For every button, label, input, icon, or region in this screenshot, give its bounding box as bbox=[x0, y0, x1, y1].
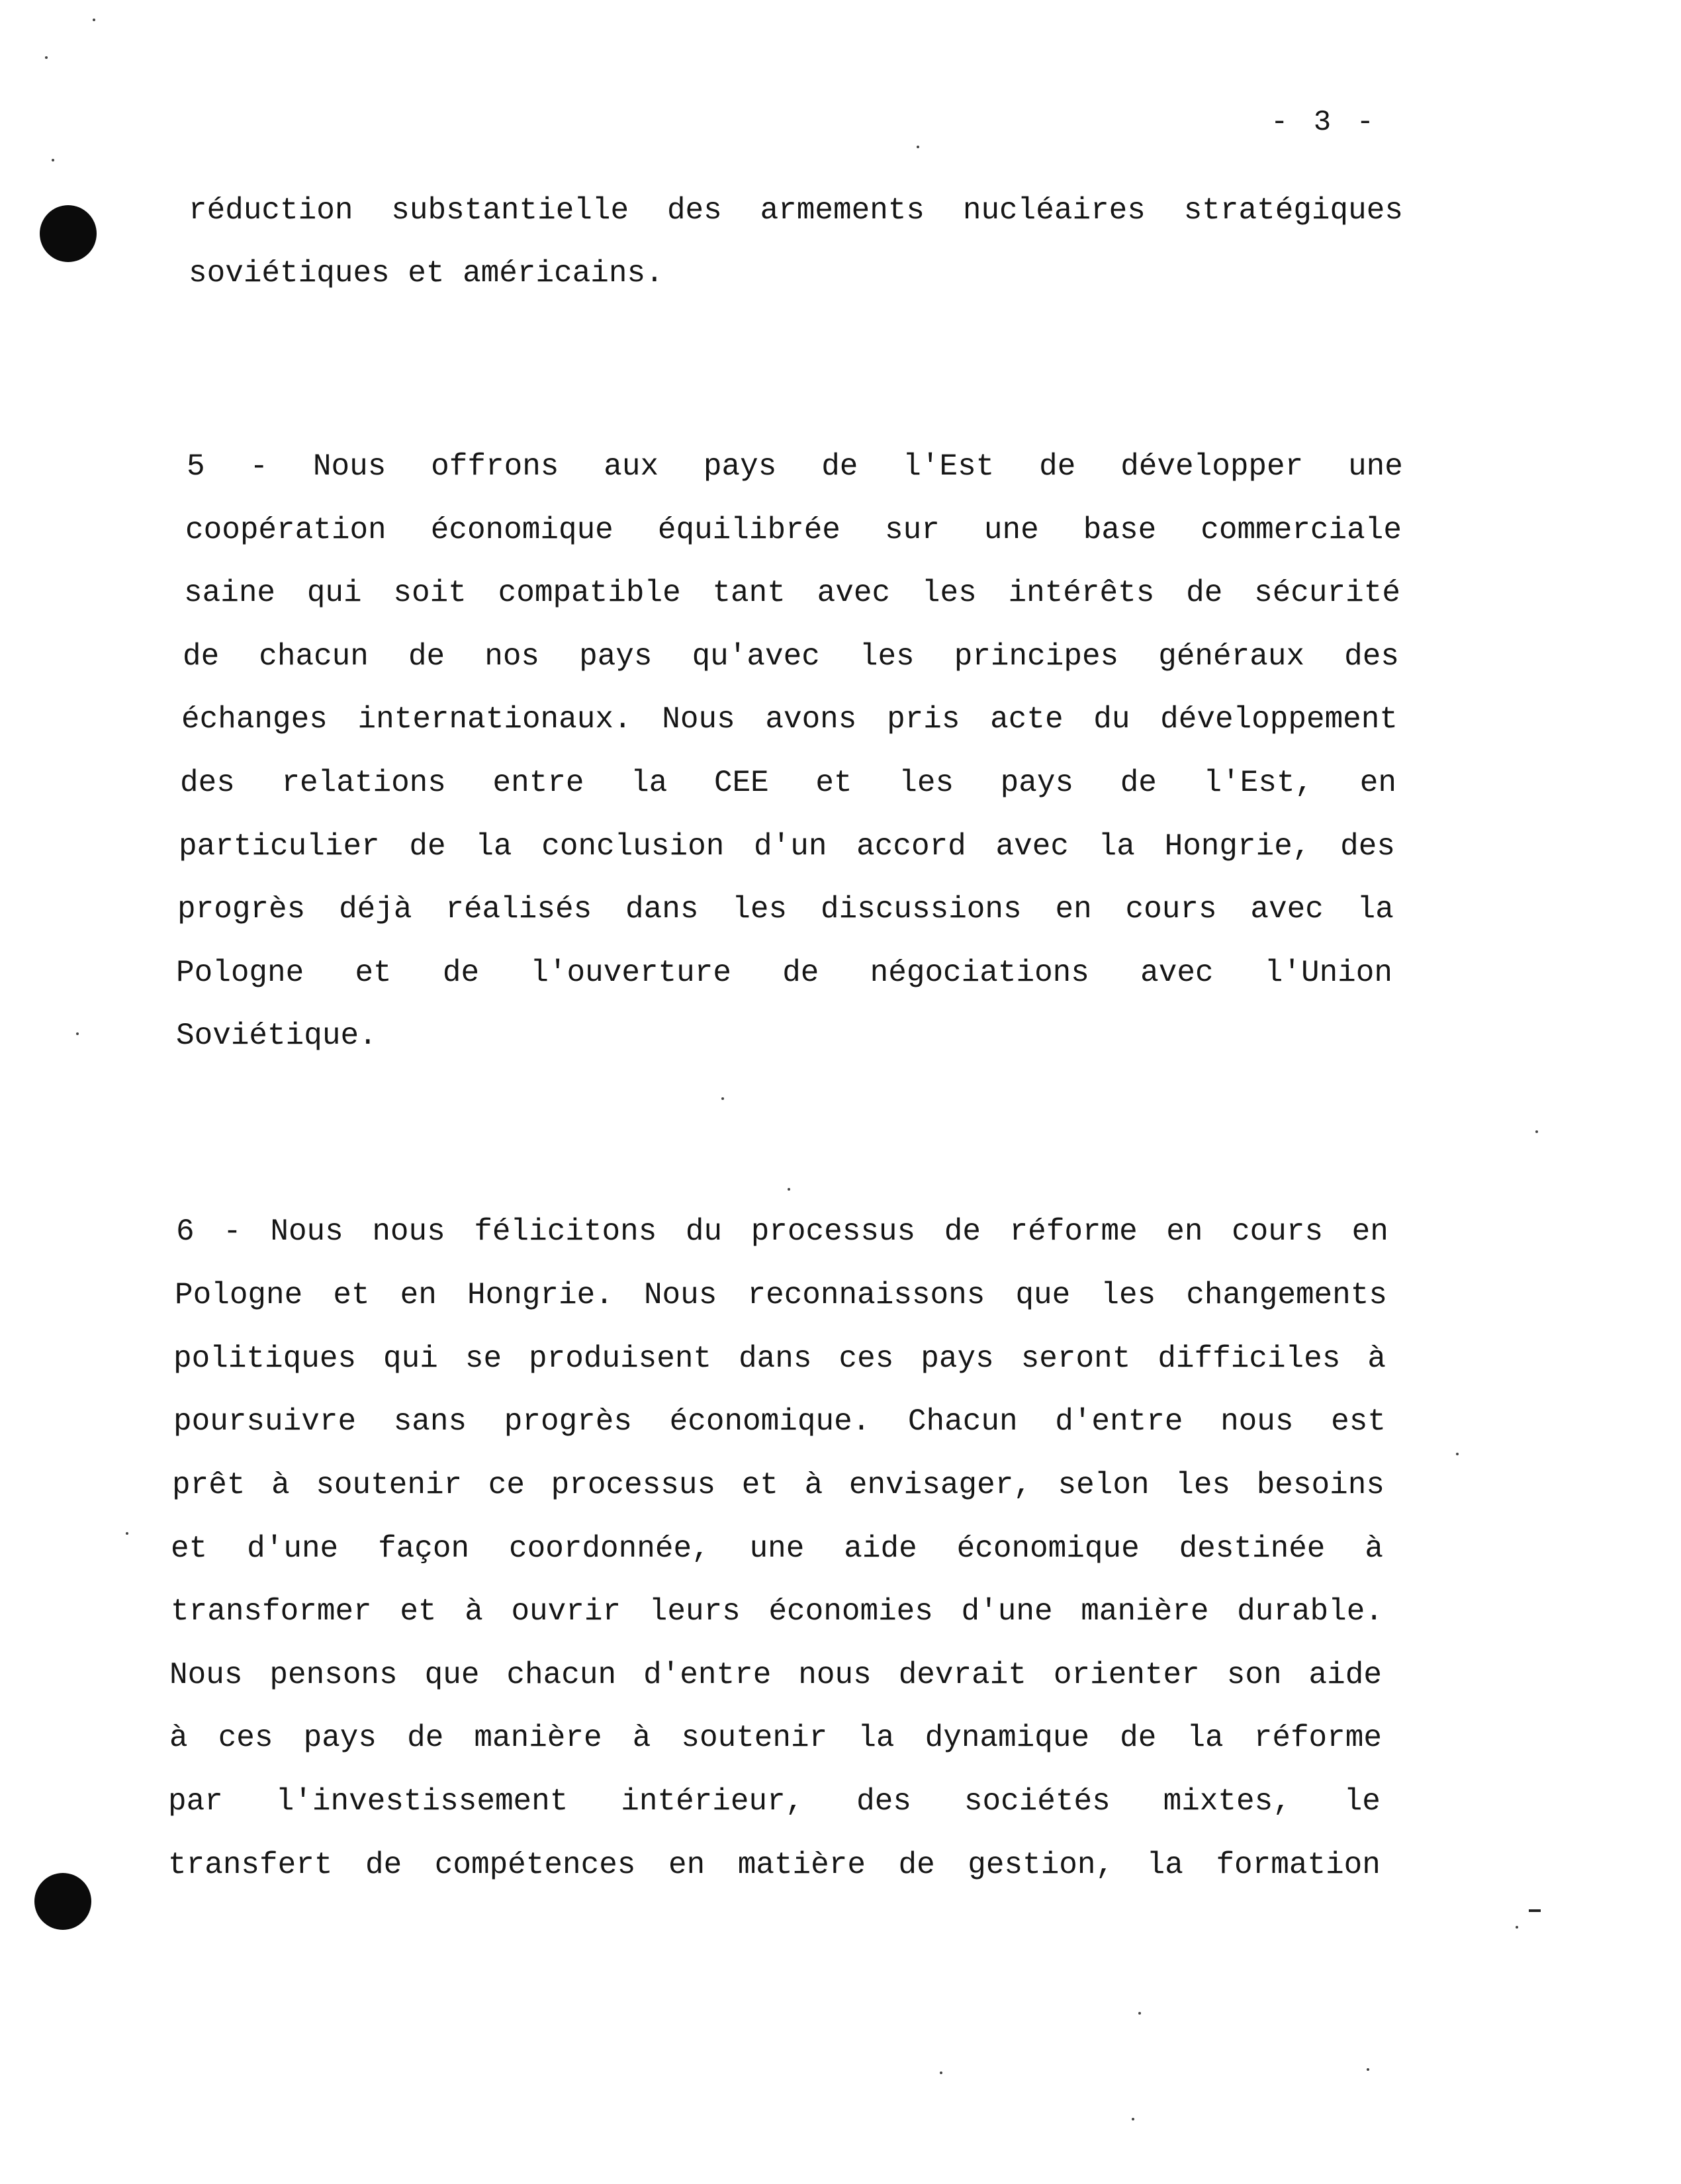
scan-speck bbox=[45, 56, 48, 59]
word: nos bbox=[484, 639, 540, 674]
word: économique bbox=[956, 1531, 1140, 1566]
word: est bbox=[1331, 1404, 1386, 1439]
word: avons bbox=[765, 702, 857, 737]
word: produisent bbox=[529, 1342, 712, 1376]
word: à bbox=[465, 1594, 483, 1629]
word: aide bbox=[1308, 1658, 1382, 1692]
word: en bbox=[1351, 1214, 1388, 1249]
word: chacun bbox=[506, 1658, 617, 1692]
word: l'Union bbox=[1264, 956, 1392, 990]
word: orienter bbox=[1053, 1658, 1200, 1692]
word: d'un bbox=[754, 829, 827, 864]
word: à bbox=[1367, 1342, 1386, 1376]
word: l'Est, bbox=[1203, 766, 1314, 800]
text-line bbox=[171, 1533, 1383, 1564]
word: d'entre bbox=[643, 1658, 772, 1692]
word: le bbox=[1343, 1784, 1381, 1819]
word: avec bbox=[1250, 892, 1324, 927]
word: tant bbox=[712, 576, 786, 610]
text-line bbox=[173, 1343, 1386, 1374]
word: et bbox=[400, 1594, 437, 1629]
word: réforme bbox=[1253, 1721, 1382, 1755]
word: selon bbox=[1058, 1468, 1150, 1502]
word: des bbox=[666, 193, 722, 228]
word: nucléaires bbox=[962, 193, 1146, 228]
word: les bbox=[859, 639, 915, 674]
scan-speck bbox=[1367, 2068, 1369, 2071]
word: pays bbox=[703, 449, 777, 484]
word: cours bbox=[1232, 1214, 1324, 1249]
word: soutenir bbox=[681, 1721, 828, 1755]
word: seront bbox=[1021, 1342, 1131, 1376]
word: - bbox=[223, 1214, 242, 1249]
word: Hongrie, bbox=[1164, 829, 1311, 864]
word: d'une bbox=[961, 1594, 1053, 1629]
word: acte bbox=[990, 702, 1064, 737]
word: de bbox=[1039, 449, 1076, 484]
word: à bbox=[804, 1468, 823, 1502]
scan-speck bbox=[93, 19, 95, 21]
word: pays bbox=[1000, 766, 1074, 800]
word: principes bbox=[954, 639, 1119, 674]
word: ce bbox=[488, 1468, 525, 1502]
text-line bbox=[172, 1470, 1385, 1500]
word: des bbox=[1344, 639, 1399, 674]
word: Nous bbox=[643, 1278, 717, 1312]
word: les bbox=[921, 576, 977, 610]
word: dans bbox=[739, 1342, 812, 1376]
word: que bbox=[1015, 1278, 1071, 1312]
word: avec bbox=[817, 576, 891, 610]
word: de bbox=[407, 1721, 444, 1755]
text-line bbox=[171, 1596, 1383, 1627]
word: sociétés bbox=[964, 1784, 1111, 1819]
scan-speck bbox=[1535, 1130, 1538, 1133]
word: accord bbox=[856, 829, 966, 864]
word: et bbox=[355, 956, 392, 990]
word: de bbox=[1120, 1721, 1157, 1755]
word: qui bbox=[306, 576, 362, 610]
word: de bbox=[782, 956, 819, 990]
word: négociations bbox=[870, 956, 1089, 990]
word: la bbox=[631, 766, 668, 800]
word: processus bbox=[750, 1214, 916, 1249]
word: nous bbox=[798, 1658, 872, 1692]
text-line bbox=[176, 1216, 1388, 1247]
word: des bbox=[1340, 829, 1395, 864]
word: saine bbox=[184, 576, 276, 610]
text-line bbox=[181, 704, 1398, 735]
text-line bbox=[173, 1406, 1386, 1437]
word: aide bbox=[844, 1531, 917, 1566]
word: de bbox=[944, 1214, 981, 1249]
word: relations bbox=[281, 766, 446, 800]
word: sécurité bbox=[1254, 576, 1400, 610]
word: sur bbox=[884, 513, 940, 547]
text-line bbox=[176, 958, 1392, 988]
text-line bbox=[183, 641, 1399, 672]
word: Pologne bbox=[175, 1278, 303, 1312]
word: soit bbox=[393, 576, 467, 610]
word: qu'avec bbox=[692, 639, 820, 674]
word: échanges bbox=[181, 702, 328, 737]
word: des bbox=[856, 1784, 911, 1819]
word: à bbox=[632, 1721, 651, 1755]
word: difficiles bbox=[1158, 1342, 1341, 1376]
word: - bbox=[250, 449, 269, 484]
word: félicitons bbox=[474, 1214, 657, 1249]
text-line bbox=[169, 1660, 1382, 1690]
word: pensons bbox=[269, 1658, 398, 1692]
word: les bbox=[1101, 1278, 1156, 1312]
word: façon bbox=[378, 1531, 470, 1566]
word: aux bbox=[604, 449, 659, 484]
text-line bbox=[184, 578, 1400, 608]
scan-speck bbox=[940, 2071, 942, 2074]
word: les bbox=[732, 892, 788, 927]
text-line bbox=[168, 1786, 1381, 1817]
word: une bbox=[1348, 449, 1403, 484]
scan-dash bbox=[1529, 1909, 1541, 1912]
word: formation bbox=[1216, 1848, 1381, 1882]
word: mixtes, bbox=[1163, 1784, 1291, 1819]
word: internationaux. bbox=[357, 702, 632, 737]
word: la bbox=[1357, 892, 1394, 927]
word: l'ouverture bbox=[530, 956, 731, 990]
word: gestion, bbox=[968, 1848, 1114, 1882]
word: envisager, bbox=[848, 1468, 1032, 1502]
word: ouvrir bbox=[511, 1594, 621, 1629]
word: développement bbox=[1160, 702, 1398, 737]
word: besoins bbox=[1256, 1468, 1385, 1502]
word: prêt bbox=[172, 1468, 246, 1502]
word: d'entre bbox=[1055, 1404, 1183, 1439]
word: économique bbox=[430, 513, 613, 547]
word: entre bbox=[492, 766, 584, 800]
word: manière bbox=[1081, 1594, 1209, 1629]
word: progrès bbox=[504, 1404, 632, 1439]
word: de bbox=[408, 639, 445, 674]
word: poursuivre bbox=[173, 1404, 357, 1439]
text-line bbox=[175, 1280, 1387, 1310]
word: Hongrie. bbox=[467, 1278, 613, 1312]
word: politiques bbox=[173, 1342, 357, 1376]
scan-speck bbox=[788, 1188, 790, 1191]
scan-speck bbox=[1138, 2012, 1141, 2015]
word: réalisés bbox=[445, 892, 592, 927]
word: nous bbox=[1220, 1404, 1294, 1439]
word: progrès bbox=[177, 892, 306, 927]
word: dynamique bbox=[925, 1721, 1090, 1755]
word: 6 bbox=[176, 1214, 195, 1249]
word: la bbox=[475, 829, 512, 864]
word: de bbox=[442, 956, 480, 990]
text-line bbox=[180, 768, 1396, 798]
word: manière bbox=[474, 1721, 602, 1755]
word: l'investissement bbox=[275, 1784, 568, 1819]
word: coopération bbox=[185, 513, 386, 547]
word: intérieur, bbox=[621, 1784, 804, 1819]
word: de bbox=[1120, 766, 1157, 800]
word: reconnaissons bbox=[747, 1278, 985, 1312]
word: généraux bbox=[1158, 639, 1305, 674]
word: la bbox=[1098, 829, 1135, 864]
word: de bbox=[409, 829, 446, 864]
word: leurs bbox=[649, 1594, 741, 1629]
word: en bbox=[1166, 1214, 1203, 1249]
text-line: soviétiques et américains. bbox=[189, 256, 664, 291]
scan-speck bbox=[76, 1032, 79, 1035]
word: chacun bbox=[259, 639, 369, 674]
word: cours bbox=[1125, 892, 1217, 927]
word: intérêts bbox=[1008, 576, 1155, 610]
word: équilibrée bbox=[657, 513, 840, 547]
word: déjà bbox=[339, 892, 412, 927]
word: transfert bbox=[168, 1848, 333, 1882]
word: économique. bbox=[669, 1404, 871, 1439]
word: la bbox=[1187, 1721, 1224, 1755]
word: Nous bbox=[662, 702, 735, 737]
word: pays bbox=[579, 639, 653, 674]
word: ces bbox=[218, 1721, 273, 1755]
word: changements bbox=[1186, 1278, 1387, 1312]
text-line bbox=[179, 831, 1395, 862]
word: réduction bbox=[189, 193, 353, 228]
word: son bbox=[1226, 1658, 1282, 1692]
word: Nous bbox=[312, 449, 386, 484]
word: réforme bbox=[1009, 1214, 1138, 1249]
word: CEE bbox=[713, 766, 769, 800]
word: qui bbox=[383, 1342, 438, 1376]
word: en bbox=[400, 1278, 437, 1312]
word: 5 bbox=[187, 449, 205, 484]
word: de bbox=[1186, 576, 1223, 610]
word: avec bbox=[995, 829, 1069, 864]
word: coordonnée, bbox=[509, 1531, 710, 1566]
text-line bbox=[189, 195, 1403, 226]
text-line bbox=[169, 1723, 1382, 1753]
text-line: Soviétique. bbox=[176, 1019, 377, 1053]
word: à bbox=[1365, 1531, 1383, 1566]
word: que bbox=[424, 1658, 480, 1692]
word: de bbox=[898, 1848, 935, 1882]
word: et bbox=[333, 1278, 370, 1312]
word: pays bbox=[921, 1342, 994, 1376]
word: une bbox=[749, 1531, 805, 1566]
word: Pologne bbox=[176, 956, 304, 990]
scan-speck bbox=[1456, 1453, 1459, 1455]
word: soutenir bbox=[316, 1468, 463, 1502]
punch-hole bbox=[40, 205, 97, 262]
word: compétences bbox=[434, 1848, 636, 1882]
word: destinée bbox=[1179, 1531, 1326, 1566]
punch-hole bbox=[34, 1873, 91, 1930]
scan-speck bbox=[52, 159, 54, 161]
scan-speck bbox=[1132, 2118, 1134, 2120]
word: ces bbox=[839, 1342, 894, 1376]
word: et bbox=[171, 1531, 208, 1566]
word: devrait bbox=[898, 1658, 1026, 1692]
word: substantielle bbox=[391, 193, 629, 228]
word: en bbox=[1359, 766, 1396, 800]
word: à bbox=[169, 1721, 188, 1755]
word: commerciale bbox=[1201, 513, 1402, 547]
word: pris bbox=[887, 702, 960, 737]
word: nous bbox=[372, 1214, 445, 1249]
word: compatible bbox=[498, 576, 681, 610]
word: sans bbox=[393, 1404, 467, 1439]
word: de bbox=[365, 1848, 402, 1882]
scan-speck bbox=[917, 146, 919, 148]
word: développer bbox=[1120, 449, 1304, 484]
word: stratégiques bbox=[1183, 193, 1403, 228]
text-line bbox=[187, 451, 1403, 482]
word: Nous bbox=[169, 1658, 243, 1692]
word: pays bbox=[303, 1721, 377, 1755]
word: une bbox=[983, 513, 1039, 547]
word: de bbox=[183, 639, 220, 674]
word: conclusion bbox=[541, 829, 725, 864]
word: dans bbox=[625, 892, 699, 927]
word: à bbox=[271, 1468, 290, 1502]
word: des bbox=[180, 766, 235, 800]
word: du bbox=[685, 1214, 723, 1249]
word: particulier bbox=[179, 829, 380, 864]
word: Chacun bbox=[907, 1404, 1018, 1439]
word: en bbox=[1055, 892, 1092, 927]
word: et bbox=[815, 766, 852, 800]
word: en bbox=[668, 1848, 705, 1882]
word: discussions bbox=[820, 892, 1022, 927]
word: offrons bbox=[431, 449, 559, 484]
word: et bbox=[741, 1468, 778, 1502]
scan-speck bbox=[1516, 1926, 1518, 1929]
scan-speck bbox=[126, 1532, 128, 1535]
word: de bbox=[821, 449, 858, 484]
word: avec bbox=[1140, 956, 1214, 990]
page-number: - 3 - bbox=[1271, 106, 1379, 139]
word: les bbox=[1175, 1468, 1231, 1502]
word: Nous bbox=[270, 1214, 343, 1249]
word: du bbox=[1093, 702, 1130, 737]
word: économies bbox=[768, 1594, 933, 1629]
word: se bbox=[465, 1342, 502, 1376]
text-line bbox=[168, 1850, 1381, 1880]
word: processus bbox=[551, 1468, 716, 1502]
word: par bbox=[168, 1784, 223, 1819]
word: les bbox=[899, 766, 954, 800]
word: d'une bbox=[247, 1531, 339, 1566]
text-line bbox=[185, 515, 1402, 545]
word: la bbox=[858, 1721, 895, 1755]
word: armements bbox=[760, 193, 925, 228]
word: l'Est bbox=[903, 449, 995, 484]
word: base bbox=[1083, 513, 1157, 547]
word: durable. bbox=[1237, 1594, 1383, 1629]
scan-speck bbox=[721, 1097, 724, 1100]
word: matière bbox=[737, 1848, 866, 1882]
text-line bbox=[177, 894, 1394, 925]
word: transformer bbox=[171, 1594, 372, 1629]
word: la bbox=[1146, 1848, 1183, 1882]
